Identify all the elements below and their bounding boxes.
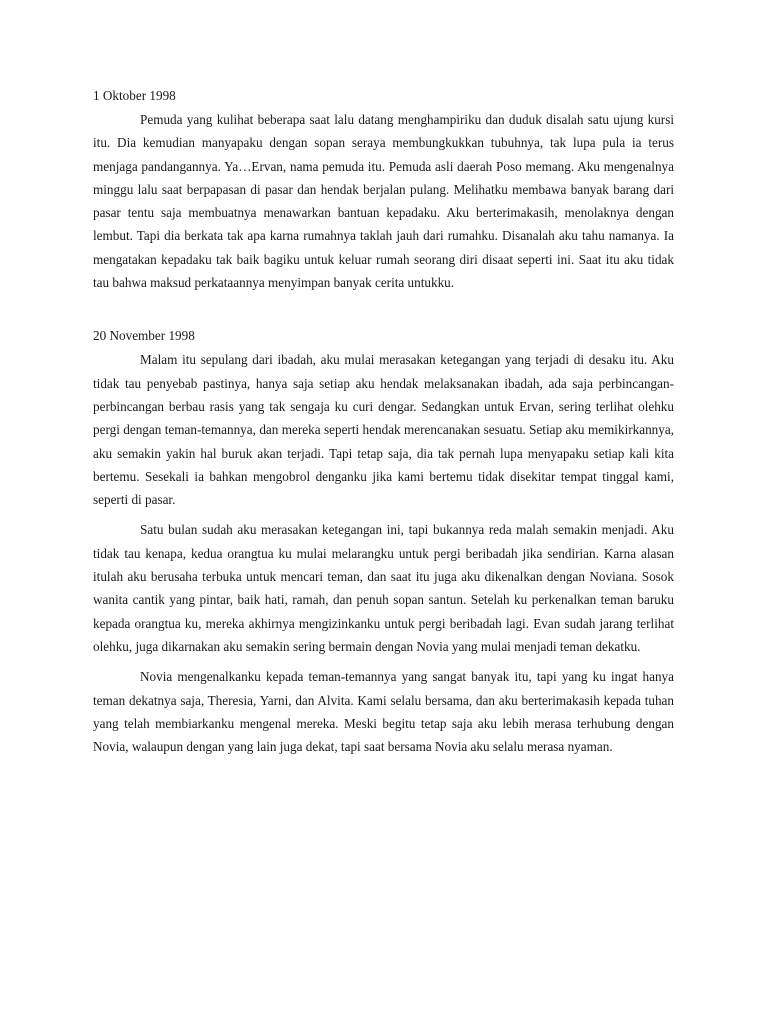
entry-paragraph: Pemuda yang kulihat beberapa saat lalu datang menghampiriku dan duduk disalah satu ujung kursi itu. Dia kemudian manyapaku dengan sopan seraya membungkukkan tubuhnya, tak lupa pula ia terus menjaga pandangannya. Ya…Ervan, nama pemuda itu. Pemuda asli daerah Poso memang. Aku mengenalnya minggu lalu saat berpapasan di pasar dan hendak berjalan pulang. Melihatku membawa banyak barang dari pasar tentu saja membuatnya menawarkan bantuan kepadaku. Aku berterimakasih, menolaknya dengan lembut. Tapi dia berkata tak apa karna rumahnya taklah jauh dari rumahku. Disanalah aku tahu namanya. Ia mengatakan kepadaku tak baik bagiku untuk keluar rumah seorang diri disaat seperti ini. Saat itu aku tidak tau bahwa maksud perkataannya menyimpan banyak cerita untukku. <box>93 112 674 291</box>
entry-paragraph: Malam itu sepulang dari ibadah, aku mulai merasakan ketegangan yang terjadi di desaku itu. Aku tidak tau penyebab pastinya, hanya saja setiap aku hendak melaksanakan ibadah, ada saja perbincangan-perbincangan berbau rasis yang tak sengaja ku curi dengar. Sedangkan untuk Ervan, sering terlihat olehku pergi dengan teman-temannya, dan mereka seperti hendak merencanakan sesuatu. Setiap aku memikirkannya, aku semakin yakin hal buruk akan terjadi. Tapi tetap saja, dia tak pernah lupa menyapaku setiap kali kita bertemu. Sesekali ia bahkan mengobrol denganku jika kami bertemu tidak disekitar tempat tinggal kami, seperti di pasar. <box>93 352 674 508</box>
entry-date: 1 Oktober 1998 <box>93 88 176 103</box>
document-page <box>93 86 674 765</box>
entry-paragraph: Novia mengenalkanku kepada teman-temannya yang sangat banyak itu, tapi yang ku ingat hanya teman dekatnya saja, Theresia, Yarni, dan Alvita. Kami selalu bersama, dan aku berterimakasih kepada tuhan yang telah membiarkanku mengenal mereka. Meski begitu tetap saja aku lebih merasa terhubung dengan Novia, walaupun dengan yang lain juga dekat, tapi saat bersama Novia aku selalu merasa nyaman. <box>93 669 674 755</box>
entry-date: 20 November 1998 <box>93 328 195 344</box>
entry-paragraph: Satu bulan sudah aku merasakan ketegangan ini, tapi bukannya reda malah semakin menjadi. Aku tidak tau kenapa, kedua orangtua ku mulai melarangku untuk pergi beribadah jika sendirian. Karna alasan itulah aku berusaha terbuka untuk mencari teman, dan saat itu juga aku dikenalkan dengan Noviana. Sosok wanita cantik yang pintar, baik hati, ramah, dan penuh sopan santun. Setelah ku perkenalkan teman baruku kepada orangtua ku, mereka akhirnya mengizinkanku untuk pergi beribadah lagi. Evan sudah jarang terlihat olehku, juga dikarnakan aku semakin sering bermain dengan Novia yang mulai menjadi teman dekatku. <box>93 522 674 654</box>
diary-entry <box>93 326 674 758</box>
diary-entry <box>93 86 674 294</box>
